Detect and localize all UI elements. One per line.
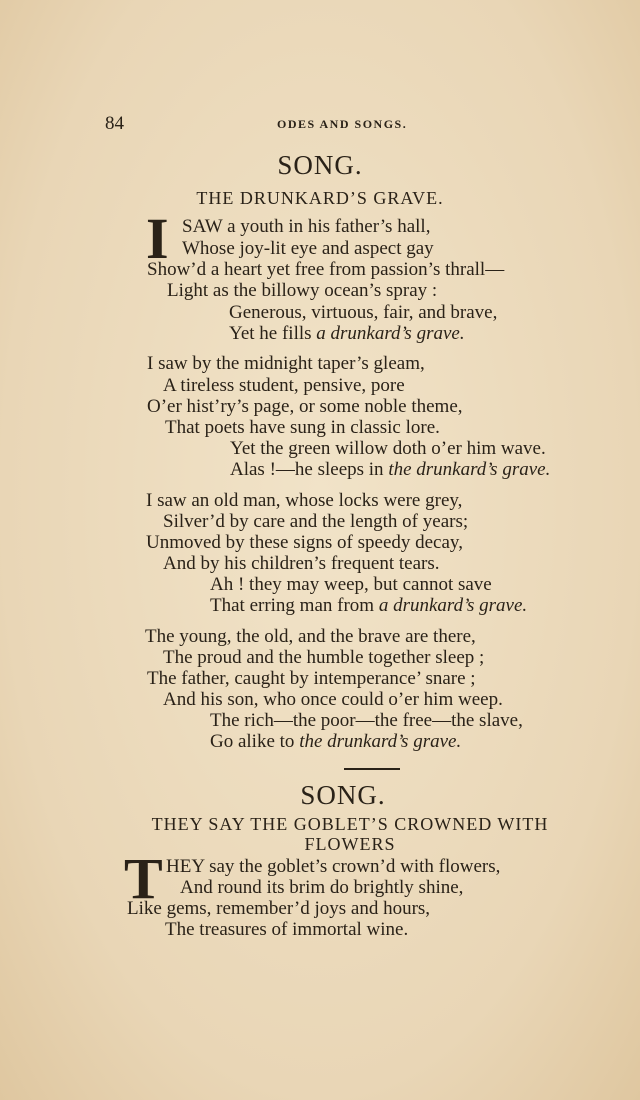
verse-line: Alas !—he sleeps in the drunkard’s grave. <box>230 459 551 480</box>
verse-line: Yet the green willow doth o’er him wave. <box>230 438 546 459</box>
verse-line: O’er hist’ry’s page, or some noble theme, <box>147 396 463 417</box>
verse-line: The young, the old, and the brave are there, <box>145 626 476 647</box>
verse-line: Light as the billowy ocean’s spray : <box>167 280 438 301</box>
running-head <box>105 113 575 137</box>
verse-line: Silver’d by care and the length of years; <box>163 511 469 532</box>
song-title <box>0 814 640 854</box>
verse-line: A tireless student, pensive, pore <box>163 375 405 396</box>
verse-line: And his son, who once could o’er him weep. <box>163 689 503 710</box>
verse-line: Yet he fills a drunkard’s grave. <box>229 323 465 344</box>
drop-cap: T <box>124 846 163 911</box>
page-number: 84 <box>105 113 124 134</box>
verse-line: I saw by the midnight taper’s gleam, <box>147 353 425 374</box>
verse-line: Like gems, remember’d joys and hours, <box>127 898 431 919</box>
song-title: THE DRUNKARD’S GRAVE. <box>196 188 444 208</box>
verse-line: Whose joy-lit eye and aspect gay <box>182 238 434 259</box>
verse-line: HEY say the goblet’s crown’d with flowers, <box>166 856 501 877</box>
verse-line: I saw an old man, whose locks were grey, <box>146 490 463 511</box>
section-rule <box>344 768 400 770</box>
verse-line: Show’d a heart yet free from passion’s thrall— <box>147 259 505 280</box>
running-title: ODES AND SONGS. <box>277 117 408 131</box>
drop-cap: I <box>146 206 169 271</box>
verse-line: Ah ! they may weep, but cannot save <box>210 574 492 595</box>
verse-line: The rich—the poor—the free—the slave, <box>210 710 523 731</box>
verse-line: And by his children’s frequent tears. <box>163 553 440 574</box>
verse-line: That poets have sung in classic lore. <box>165 417 440 438</box>
verse-line: The proud and the humble together sleep ; <box>163 647 485 668</box>
verse-line: SAW a youth in his father’s hall, <box>182 216 431 237</box>
verse-line: And round its brim do brightly shine, <box>180 877 464 898</box>
song-title-line: THEY SAY THE GOBLET’S CROWNED WITH <box>151 814 549 834</box>
verse-line: The treasures of immortal wine. <box>165 919 409 940</box>
verse-line: Generous, virtuous, fair, and brave, <box>229 302 498 323</box>
song-heading: SONG. <box>277 150 363 180</box>
song-heading: SONG. <box>300 780 386 810</box>
verse-line: Unmoved by these signs of speedy decay, <box>146 532 463 553</box>
song-title-line: FLOWERS <box>304 834 396 854</box>
verse-line: Go alike to the drunkard’s grave. <box>210 731 462 752</box>
verse-line: The father, caught by intemperance’ snare ; <box>147 668 476 689</box>
verse-line: That erring man from a drunkard’s grave. <box>210 595 528 616</box>
